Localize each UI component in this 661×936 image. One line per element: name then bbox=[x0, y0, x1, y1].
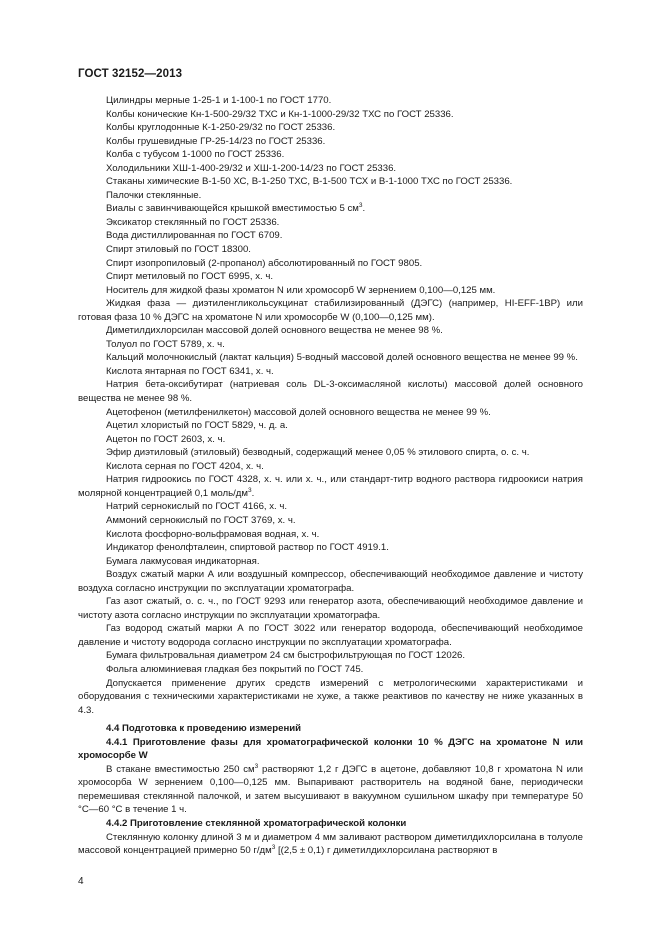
list-item: Воздух сжатый марки А или воздушный компрессор, обеспечивающий необходимое давление и чистоту воздуха согласно инструкции по эксплуатации хроматографа. bbox=[78, 569, 583, 594]
list-item: Натрий сернокислый по ГОСТ 4166, х. ч. bbox=[106, 501, 288, 513]
paragraph-4-4-1: В стакане вместимостью 250 $см^3$ растворяют 1,2 г ДЭГС в ацетоне, добавляют 10,8 г хроматона N или хромосорба W зернением 0,100—0,125 мм. Выпаривают растворитель на водяной бане, периодически перемешивая стеклянной палочкой, и затем высушивают в вакуумном сушильном шкафу при температуре 50 °С—60 °С в течение 1 ч. bbox=[78, 762, 584, 816]
list-item: Спирт этиловый по ГОСТ 18300. bbox=[106, 244, 251, 256]
list-item: Индикатор фенолфталеин, спиртовой раствор по ГОСТ 4919.1. bbox=[106, 542, 389, 554]
list-item: Газ водород сжатый марки А по ГОСТ 3022 или генератор водорода, обеспечивающий необходимое давление и чистоту водорода согласно инструкции по эксплуатации хроматографа. bbox=[78, 623, 583, 648]
list-item: Кальций молочнокислый (лактат кальция) 5-водный массовой долей основного вещества не менее 99 %. bbox=[106, 352, 578, 364]
list-item: Аммоний сернокислый по ГОСТ 3769, х. ч. bbox=[106, 514, 296, 526]
list-item: Газ азот сжатый, о. с. ч., по ГОСТ 9293 или генератор азота, обеспечивающий необходимое давление и чистоту азота согласно инструкции по эксплуатации хроматографа. bbox=[78, 596, 583, 621]
list-item: Холодильники ХШ-1-400-29/32 и ХШ-1-200-14/23 по ГОСТ 25336. bbox=[106, 162, 397, 174]
list-item: Колбы грушевидные ГР-25-14/23 по ГОСТ 25336. bbox=[106, 135, 326, 147]
section-heading-4-4-2: 4.4.2 Приготовление стеклянной хроматографической колонки bbox=[106, 817, 407, 829]
page-body bbox=[78, 94, 583, 858]
list-item: Колба с тубусом 1-1000 по ГОСТ 25336. bbox=[106, 149, 285, 161]
list-item: Толуол по ГОСТ 5789, х. ч. bbox=[106, 338, 225, 350]
list-item: Ацетофенон (метилфенилкетон) массовой долей основного вещества не менее 99 %. bbox=[106, 406, 491, 418]
list-item: Ацетил хлористый по ГОСТ 5829, ч. д. а. bbox=[106, 420, 288, 432]
list-item: Стаканы химические В-1-50 ХС, В-1-250 ТХС, В-1-500 ТСХ и В-1-1000 ТХС по ГОСТ 25336. bbox=[106, 176, 513, 188]
list-item: Бумага лакмусовая индикаторная. bbox=[106, 555, 260, 567]
list-item-vials: Виалы с завинчивающейся крышкой вместимостью 5 $см^3$. bbox=[106, 202, 366, 215]
list-item: Кислота янтарная по ГОСТ 6341, х. ч. bbox=[106, 365, 274, 377]
list-item: Натрия бета-оксибутират (натриевая соль DL-3-оксимасляной кислоты) массовой долей основного вещества не менее 98 %. bbox=[78, 379, 583, 405]
list-item: Колбы круглодонные К-1-250-29/32 по ГОСТ 25336. bbox=[106, 122, 336, 134]
list-item: Бумага фильтровальная диаметром 24 см быстрофильтрующая по ГОСТ 12026. bbox=[106, 650, 466, 662]
section-heading-4-4-1: 4.4.1 Приготовление фазы для хроматографической колонки 10 % ДЭГС на хроматоне N или хромосорбе W bbox=[78, 736, 583, 762]
list-item: Ацетон по ГОСТ 2603, х. ч. bbox=[106, 433, 226, 445]
paragraph-4-4-2: Стеклянную колонку длиной 3 м и диаметром 4 мм заливают раствором диметилдихлорсилана в толуоле массовой концентрацией примерно 50 $г/дм^3$ [(2,5 ± 0,1) г диметилдихлорсилана растворяют в bbox=[78, 831, 583, 857]
list-item: Эфир диэтиловый (этиловый) безводный, содержащий менее 0,05 % этилового спирта, о. с. ч. bbox=[106, 447, 530, 459]
list-item: Цилиндры мерные 1-25-1 и 1-100-1 по ГОСТ 1770. bbox=[106, 95, 332, 106]
list-item: Спирт метиловый по ГОСТ 6995, х. ч. bbox=[106, 271, 274, 283]
list-item: Спирт изопропиловый (2-пропанол) абсолютированный по ГОСТ 9805. bbox=[106, 257, 423, 269]
page-number: 4 bbox=[78, 876, 84, 887]
list-item: Кислота фосфорно-вольфрамовая водная, х. ч. bbox=[106, 528, 320, 540]
section-heading-4-4: 4.4 Подготовка к проведению измерений bbox=[106, 723, 302, 735]
list-item-naoh: Натрия гидроокись по ГОСТ 4328, х. ч. или х. ч., или стандарт-титр водного раствора гидроокиси натрия молярной концентрацией 0,1 моль/$дм^3$. bbox=[78, 474, 583, 499]
list-item: Жидкая фаза — диэтиленгликольсукцинат стабилизированный (ДЭГС) (например, HI-EFF-1BP) или готовая фаза 10 % ДЭГС на хроматоне N или хромосорбе W (0,100—0,125 мм). bbox=[78, 298, 583, 323]
list-item: Вода дистиллированная по ГОСТ 6709. bbox=[106, 230, 283, 242]
standard-header: ГОСТ 32152—2013 bbox=[78, 68, 183, 80]
list-item: Фольга алюминиевая гладкая без покрытий по ГОСТ 745. bbox=[106, 663, 364, 675]
list-item: Носитель для жидкой фазы хроматон N или хромосорб W зернением 0,100—0,125 мм. bbox=[106, 284, 496, 296]
list-item: Допускается применение других средств измерений с метрологическими характеристиками и оборудования с техническими характеристиками не хуже, а также реактивов по качеству не ниже указанных в 4.3. bbox=[78, 677, 583, 716]
list-item: Эксикатор стеклянный по ГОСТ 25336. bbox=[106, 216, 280, 228]
list-item: Колбы конические Кн-1-500-29/32 ТХС и Кн-1-1000-29/32 ТХС по ГОСТ 25336. bbox=[106, 108, 454, 120]
list-item: Палочки стеклянные. bbox=[106, 189, 202, 201]
list-item: Кислота серная по ГОСТ 4204, х. ч. bbox=[106, 460, 264, 472]
list-item: Диметилдихлорсилан массовой долей основного вещества не менее 98 %. bbox=[106, 325, 443, 337]
